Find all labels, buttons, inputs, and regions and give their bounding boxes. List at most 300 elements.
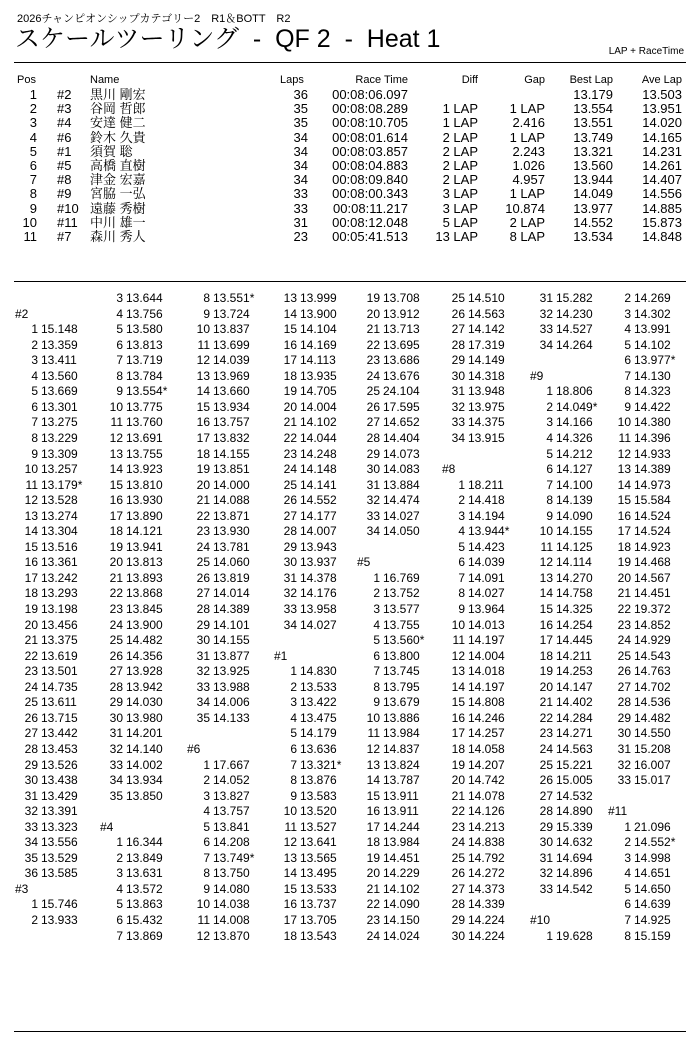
lap-entry xyxy=(530,835,620,851)
result-gap: 8 LAP xyxy=(509,229,545,244)
lap-number: 12 xyxy=(283,835,297,850)
lap-entry xyxy=(274,680,364,696)
lap-time: 14.524 xyxy=(634,508,671,523)
lap-entry xyxy=(100,524,190,540)
lap-entry xyxy=(100,571,190,587)
result-diff: 2 LAP xyxy=(442,129,478,145)
result-gap: 2 LAP xyxy=(509,214,545,230)
lap-entry xyxy=(100,882,190,898)
result-best: 13.944 xyxy=(573,172,613,188)
lap-number: 6 xyxy=(546,462,553,477)
lap-time: 14.389 xyxy=(634,462,671,477)
lap-time: 14.527 xyxy=(556,322,593,337)
lap-number: 31 xyxy=(196,648,210,663)
lap-number: 6 xyxy=(116,337,123,352)
lap-number: 5 xyxy=(546,446,553,461)
lap-entry xyxy=(15,353,105,369)
lap-time: 14.402 xyxy=(556,695,593,710)
lap-time: 13.533 xyxy=(300,881,337,896)
result-laps: 35 xyxy=(293,101,308,117)
lap-number: 24 xyxy=(451,835,465,850)
lap-entry xyxy=(187,804,277,820)
lap-number: 36 xyxy=(24,866,38,881)
lap-entry xyxy=(100,758,190,774)
lap-number: 11 xyxy=(197,913,210,927)
lap-entry xyxy=(442,369,532,385)
result-time: 00:08:01.614 xyxy=(332,129,408,145)
lap-number: 30 xyxy=(451,368,465,383)
lap-time: 14.104 xyxy=(300,322,337,337)
col-race-time: Race Time xyxy=(355,74,408,86)
lap-time: 14.375 xyxy=(468,415,505,430)
lap-time: 14.253 xyxy=(556,664,593,679)
lap-entry xyxy=(357,384,447,400)
lap-number: 22 xyxy=(366,897,380,912)
lap-entry xyxy=(357,789,447,805)
lap-number: 3 xyxy=(290,695,297,710)
lap-entry xyxy=(100,649,190,665)
lap-time: 14.078 xyxy=(468,788,505,803)
lap-entry xyxy=(608,447,698,463)
lap-time: 13.841 xyxy=(213,819,250,834)
lap-time: 14.197 xyxy=(468,633,505,648)
lap-entry xyxy=(274,555,364,571)
lap-number: 12 xyxy=(539,555,553,570)
lap-entry xyxy=(357,415,447,431)
lap-number: 11 xyxy=(367,726,380,741)
lap-entry xyxy=(530,322,620,338)
lap-number: 7 xyxy=(624,913,631,927)
lap-time: 13.975 xyxy=(468,399,505,414)
lap-entry xyxy=(274,820,364,836)
result-laps: 34 xyxy=(293,143,308,159)
lap-number: 8 xyxy=(624,384,631,399)
lap-entry xyxy=(442,633,532,649)
result-laps: 31 xyxy=(293,214,308,230)
lap-number: 5 xyxy=(624,881,631,896)
lap-entry xyxy=(608,820,698,836)
lap-entry xyxy=(187,540,277,556)
lap-number: 13 xyxy=(366,757,380,772)
lap-entry xyxy=(100,478,190,494)
lap-entry xyxy=(530,447,620,463)
lap-number: 23 xyxy=(617,617,631,632)
lap-entry xyxy=(15,338,105,354)
lap-time: 14.929 xyxy=(634,633,671,648)
lap-number: 26 xyxy=(539,773,553,788)
lap-time: 14.142 xyxy=(468,322,505,337)
lap-number: 32 xyxy=(283,586,297,601)
lap-time: 13.577 xyxy=(383,602,420,616)
lap-time: 13.724 xyxy=(213,306,250,321)
lap-number: 22 xyxy=(539,710,553,725)
lap-time: 14.389 xyxy=(213,602,250,616)
lap-entry xyxy=(608,929,698,945)
lap-time: 13.749* xyxy=(213,850,255,865)
lap-entry xyxy=(608,586,698,602)
lap-driver-no: #4 xyxy=(100,819,114,834)
lap-time: 13.669 xyxy=(41,384,78,399)
lap-entry xyxy=(100,291,190,307)
lap-entry xyxy=(530,929,620,945)
lap-entry xyxy=(274,509,364,525)
lap-entry xyxy=(187,524,277,540)
lap-time: 14.651 xyxy=(634,866,671,881)
lap-number: 17 xyxy=(196,430,210,445)
result-gap: 2.243 xyxy=(512,143,545,159)
result-diff: 2 LAP xyxy=(442,158,478,173)
lap-time: 13.781 xyxy=(213,539,250,554)
lap-driver-header xyxy=(100,820,190,836)
lap-number: 1 xyxy=(203,757,210,772)
lap-number: 5 xyxy=(458,539,465,554)
lap-time: 13.560 xyxy=(41,368,78,383)
lap-time: 13.980 xyxy=(126,710,163,725)
lap-entry xyxy=(608,851,698,867)
lap-entry xyxy=(187,602,277,618)
lap-time: 14.933 xyxy=(634,446,671,461)
lap-entry xyxy=(187,897,277,913)
lap-number: 13 xyxy=(283,850,297,865)
lap-number: 22 xyxy=(283,430,297,445)
lap-number: 7 xyxy=(546,477,553,492)
lap-time: 14.284 xyxy=(556,710,593,725)
lap-entry xyxy=(530,711,620,727)
lap-number: 6 xyxy=(290,741,297,756)
lap-time: 14.323 xyxy=(634,384,671,399)
lap-entry xyxy=(187,649,277,665)
lap-entry xyxy=(15,431,105,447)
lap-time: 14.380 xyxy=(634,415,671,430)
lap-number: 17 xyxy=(366,819,380,834)
lap-time: 14.091 xyxy=(468,570,505,585)
lap-time: 13.301 xyxy=(41,399,78,414)
lap-number: 5 xyxy=(373,633,380,648)
lap-entry xyxy=(530,804,620,820)
lap-entry xyxy=(274,322,364,338)
lap-time: 14.039 xyxy=(468,555,505,570)
lap-time: 13.984 xyxy=(383,835,420,850)
lap-time: 17.319 xyxy=(468,337,505,352)
lap-entry xyxy=(15,369,105,385)
lap-number: 32 xyxy=(109,741,123,756)
lap-time: 13.375 xyxy=(41,633,78,648)
lap-entry xyxy=(530,307,620,323)
lap-time: 13.527 xyxy=(300,819,337,834)
lap-time: 14.127 xyxy=(556,462,593,477)
lap-number: 25 xyxy=(539,757,553,772)
lap-entry xyxy=(274,929,364,945)
lap-number: 16 xyxy=(24,555,38,570)
result-diff: 1 LAP xyxy=(442,115,478,131)
result-no: #7 xyxy=(57,229,72,244)
lap-number: 9 xyxy=(203,881,210,896)
lap-time: 13.869 xyxy=(126,928,163,943)
lap-time: 14.229 xyxy=(383,866,420,881)
lap-entry xyxy=(100,307,190,323)
lap-time: 14.027 xyxy=(383,508,420,523)
result-name: 黒川 剛宏 xyxy=(90,87,146,102)
lap-number: 30 xyxy=(24,773,38,788)
result-name: 谷岡 哲郎 xyxy=(90,101,146,117)
lap-time: 14.038 xyxy=(213,897,250,912)
lap-number: 23 xyxy=(109,602,123,616)
result-pos: 7 xyxy=(29,172,37,188)
lap-number: 2 xyxy=(546,399,553,414)
lap-time: 14.050 xyxy=(383,524,420,539)
result-diff: 2 LAP xyxy=(442,143,478,159)
result-row xyxy=(0,230,700,244)
lap-entry xyxy=(530,338,620,354)
lap-number: 11 xyxy=(540,539,553,554)
lap-number: 15 xyxy=(283,322,297,337)
result-name: 宮脇 一弘 xyxy=(90,186,146,202)
lap-number: 2 xyxy=(624,291,631,305)
lap-number: 34 xyxy=(366,524,380,539)
lap-number: 14 xyxy=(617,477,631,492)
lap-entry xyxy=(442,307,532,323)
result-name: 安達 健二 xyxy=(90,115,146,131)
lap-time: 13.850 xyxy=(126,788,163,803)
lap-number: 6 xyxy=(624,353,631,368)
lap-time: 13.930 xyxy=(126,493,163,508)
lap-time: 14.271 xyxy=(556,726,593,741)
lap-entry xyxy=(357,835,447,851)
lap-driver-header xyxy=(274,649,364,665)
lap-number: 26 xyxy=(109,648,123,663)
result-laps: 34 xyxy=(293,172,308,188)
lap-entry xyxy=(442,431,532,447)
result-gap: 1 LAP xyxy=(509,129,545,145)
lap-entry xyxy=(274,447,364,463)
lap-time: 13.755 xyxy=(126,446,163,461)
lap-time: 14.102 xyxy=(300,415,337,430)
lap-time: 14.248 xyxy=(300,446,337,461)
result-row xyxy=(0,159,700,173)
footer-divider xyxy=(14,1031,686,1032)
lap-entry xyxy=(274,307,364,323)
lap-number: 32 xyxy=(366,493,380,508)
lap-number: 16 xyxy=(617,508,631,523)
lap-entry xyxy=(530,555,620,571)
lap-entry xyxy=(530,571,620,587)
lap-time: 14.269 xyxy=(634,291,671,305)
result-no: #2 xyxy=(57,87,72,102)
result-pos: 5 xyxy=(29,143,37,159)
result-pos: 8 xyxy=(29,186,37,202)
lap-number: 28 xyxy=(283,524,297,539)
lap-time: 14.567 xyxy=(634,570,671,585)
lap-time: 14.264 xyxy=(556,337,593,352)
result-diff: 1 LAP xyxy=(442,101,478,117)
lap-time: 14.030 xyxy=(126,695,163,710)
lap-time: 15.221 xyxy=(556,757,593,772)
lap-time: 14.742 xyxy=(468,773,505,788)
lap-time: 13.977* xyxy=(634,353,676,368)
lap-time: 14.024 xyxy=(383,928,420,943)
lap-number: 1 xyxy=(116,835,123,850)
lap-time: 13.456 xyxy=(41,617,78,632)
lap-number: 23 xyxy=(539,726,553,741)
lap-time: 13.359 xyxy=(41,337,78,352)
lap-entry xyxy=(187,618,277,634)
lap-number: 5 xyxy=(116,897,123,912)
lap-entry xyxy=(15,680,105,696)
lap-number: 2 xyxy=(458,493,465,508)
lap-time: 13.813 xyxy=(126,337,163,352)
lap-time: 14.925 xyxy=(634,913,671,927)
lap-entry xyxy=(15,415,105,431)
lap-entry xyxy=(187,913,277,929)
lap-entry xyxy=(15,540,105,556)
lap-time: 15.005 xyxy=(556,773,593,788)
lap-number: 4 xyxy=(290,710,297,725)
lap-entry xyxy=(357,866,447,882)
lap-entry xyxy=(187,384,277,400)
lap-time: 14.510 xyxy=(468,291,505,305)
lap-time: 14.073 xyxy=(383,446,420,461)
lap-time: 13.585 xyxy=(41,866,78,881)
lap-entry xyxy=(442,773,532,789)
lap-entry xyxy=(608,571,698,587)
lap-entry xyxy=(274,618,364,634)
lap-entry xyxy=(608,758,698,774)
lap-entry xyxy=(442,338,532,354)
result-row xyxy=(0,88,700,102)
result-time: 00:08:03.857 xyxy=(332,143,408,159)
lap-entry xyxy=(608,773,698,789)
lap-number: 1 xyxy=(458,477,465,492)
result-ave: 15.873 xyxy=(642,214,682,230)
lap-time: 13.304 xyxy=(41,524,78,539)
lap-number: 23 xyxy=(366,353,380,368)
lap-time: 13.991 xyxy=(634,322,671,337)
lap-time: 14.027 xyxy=(300,617,337,632)
lap-time: 14.378 xyxy=(300,570,337,585)
lap-number: 26 xyxy=(451,866,465,881)
lap-time: 14.083 xyxy=(383,462,420,477)
lap-entry xyxy=(357,929,447,945)
result-laps: 23 xyxy=(293,229,308,244)
lap-number: 16 xyxy=(283,897,297,912)
lap-time: 16.344 xyxy=(126,835,163,850)
lap-time: 14.325 xyxy=(556,602,593,616)
lap-time: 14.002 xyxy=(126,757,163,772)
lap-entry xyxy=(187,664,277,680)
lap-number: 1 xyxy=(624,819,631,834)
lap-entry xyxy=(530,540,620,556)
lap-entry xyxy=(357,773,447,789)
lap-number: 19 xyxy=(366,850,380,865)
result-no: #4 xyxy=(57,115,72,131)
lap-number: 33 xyxy=(196,679,210,694)
lap-time: 13.309 xyxy=(41,446,78,461)
report-subtitle: 2026チャンピオンシップカテゴリー2 R1＆BOTT R2 xyxy=(17,13,291,25)
result-row xyxy=(0,187,700,201)
lap-number: 32 xyxy=(539,306,553,321)
lap-number: 6 xyxy=(373,648,380,663)
lap-time: 13.611 xyxy=(41,695,77,710)
lap-entry xyxy=(442,913,532,929)
result-best: 13.179 xyxy=(573,87,613,102)
lap-time: 14.837 xyxy=(383,741,420,756)
lap-number: 1 xyxy=(290,664,297,679)
lap-entry xyxy=(274,866,364,882)
lap-entry xyxy=(442,353,532,369)
lap-entry xyxy=(187,509,277,525)
lap-time: 13.876 xyxy=(300,773,337,788)
result-ave: 14.231 xyxy=(642,143,682,159)
lap-time: 13.275 xyxy=(41,415,78,430)
lap-number: 3 xyxy=(624,850,631,865)
lap-number: 7 xyxy=(116,928,123,943)
lap-entry xyxy=(357,571,447,587)
lap-entry xyxy=(274,431,364,447)
result-gap: 1.026 xyxy=(512,158,545,173)
lap-number: 32 xyxy=(451,399,465,414)
lap-driver-header xyxy=(608,804,698,820)
lap-entry xyxy=(442,835,532,851)
lap-time: 13.516 xyxy=(41,539,78,554)
lap-time: 13.958 xyxy=(300,602,337,616)
lap-time: 14.007 xyxy=(300,524,337,539)
lap-entry xyxy=(357,711,447,727)
lap-number: 20 xyxy=(539,679,553,694)
lap-number: 18 xyxy=(109,524,123,539)
lap-entry xyxy=(187,633,277,649)
lap-entry xyxy=(100,493,190,509)
lap-number: 18 xyxy=(283,368,297,383)
lap-number: 23 xyxy=(196,524,210,539)
lap-entry xyxy=(608,353,698,369)
lap-number: 7 xyxy=(290,757,297,772)
lap-entry xyxy=(357,307,447,323)
result-ave: 13.951 xyxy=(642,101,682,117)
lap-time: 13.737 xyxy=(300,897,337,912)
lap-driver-no: #6 xyxy=(187,741,201,756)
lap-number: 9 xyxy=(546,508,553,523)
lap-entry xyxy=(100,384,190,400)
lap-entry xyxy=(187,851,277,867)
lap-time: 13.475 xyxy=(300,710,337,725)
lap-time: 14.326 xyxy=(556,430,593,445)
lap-number: 1 xyxy=(31,322,38,337)
result-no: #5 xyxy=(57,158,72,173)
lap-time: 14.211 xyxy=(556,648,592,663)
lap-time: 14.356 xyxy=(126,648,163,663)
lap-number: 8 xyxy=(546,493,553,508)
lap-time: 24.104 xyxy=(383,384,420,399)
lap-number: 28 xyxy=(196,602,210,616)
lap-number: 18 xyxy=(366,835,380,850)
lap-entry xyxy=(15,851,105,867)
lap-time: 15.584 xyxy=(634,493,671,508)
lap-entry xyxy=(274,695,364,711)
lap-time: 13.644 xyxy=(126,291,163,305)
lap-time: 16.007 xyxy=(634,757,671,772)
lap-time: 13.890 xyxy=(126,508,163,523)
lap-entry xyxy=(187,338,277,354)
lap-time: 14.014 xyxy=(213,586,250,601)
lap-driver-header xyxy=(187,742,277,758)
lap-number: 24 xyxy=(24,679,38,694)
lap-number: 27 xyxy=(196,586,210,601)
lap-number: 7 xyxy=(624,368,631,383)
lap-number: 7 xyxy=(373,664,380,679)
lap-entry xyxy=(608,384,698,400)
lap-entry xyxy=(608,633,698,649)
lap-time: 13.930 xyxy=(213,524,250,539)
